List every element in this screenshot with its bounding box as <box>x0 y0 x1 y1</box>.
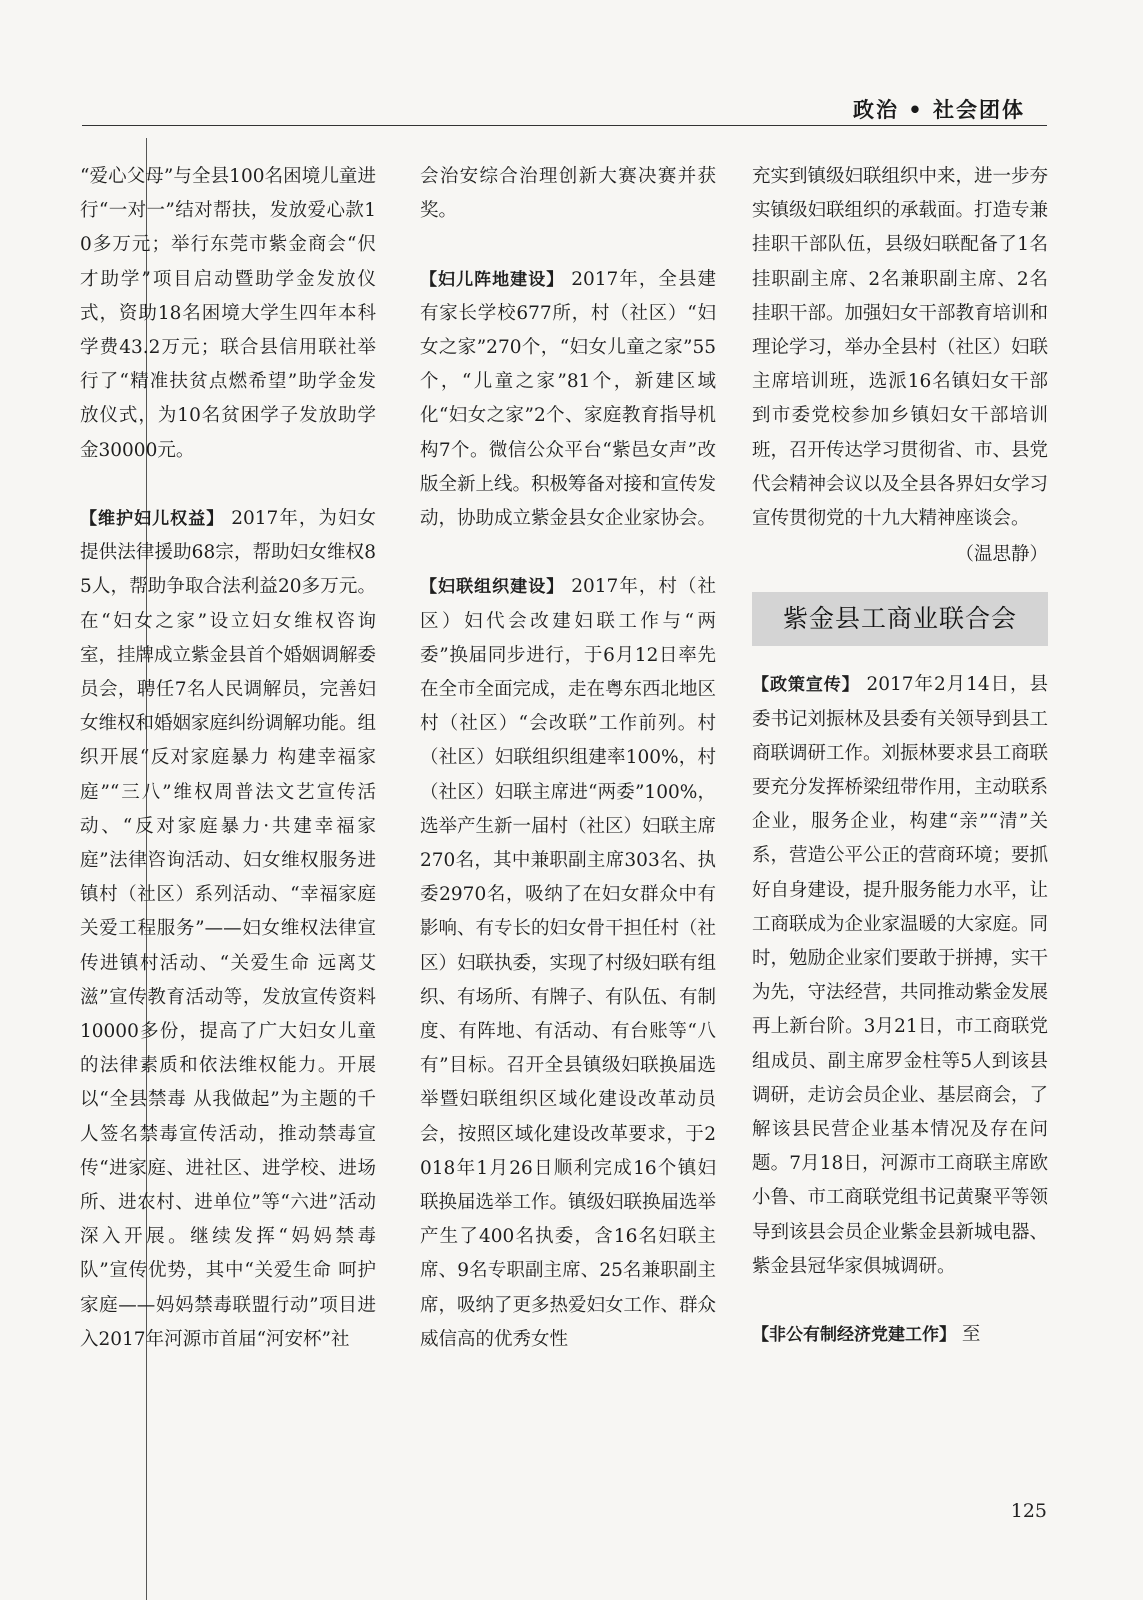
paragraph <box>80 502 376 1357</box>
header-rule <box>82 125 1047 126</box>
paragraph-body: 2017年，为妇女提供法律援助68宗，帮助妇女维权85人，帮助争取合法利益20多万元。在“妇女之家”设立妇女维权咨询室，挂牌成立紫金县首个婚姻调解委员会，聘任7名人民调解员，完善妇女维权和婚姻家庭纠纷调解功能。组织开展“反对家庭暴力 构建幸福家庭”“三八”维权周普法文艺宣传活动、“反对家庭暴力·共建幸福家庭”法律咨询活动、妇女维权服务进镇村（社区）系列活动、“幸福家庭关爱工程服务”——妇女维权法律宣传进镇村活动、“关爱生命 远离艾滋”宣传教育活动等，发放宣传资料10000多份，提高了广大妇女儿童的法律素质和依法维权能力。开展以“全县禁毒 从我做起”为主题的千人签名禁毒宣传活动，推动禁毒宣传“进家庭、进社区、进学校、进场所、进农村、进单位”等“六进”活动深入开展。继续发挥“妈妈禁毒队”宣传优势，其中“关爱生命 呵护家庭——妈妈禁毒联盟行动”项目进入2017年河源市首届“河安杯”社 <box>80 508 377 1350</box>
paragraph: “爱心父母”与全县100名困境儿童进行“一对一”结对帮扶，发放爱心款10多万元；举行东莞市紫金商会“伬才助学”项目启动暨助学金发放仪式，资助18名困境大学生四年本科学费43.2万元；联合县信用联社举行了“精准扶贫点燃希望”助学金发放仪式，为10名贫困学子发放助学金30000元。 <box>80 166 376 461</box>
text-column-1 <box>80 160 376 1357</box>
running-header: 政治 • 社会团体 <box>852 98 1025 122</box>
section-heading: 【非公有制经济党建工作】 <box>752 1325 956 1346</box>
paragraph <box>420 263 716 537</box>
paragraph <box>752 668 1048 1284</box>
author-credit: （温思静） <box>955 544 1048 566</box>
paragraph <box>420 570 716 1357</box>
page-number: 125 <box>1010 1500 1047 1522</box>
paragraph: 充实到镇级妇联组织中来，进一步夯实镇级妇联组织的承载面。打造专兼挂职干部队伍，县级妇联配备了1名挂职副主席、2名兼职副主席、2名挂职干部。加强妇女干部教育培训和理论学习，举办全县村（社区）妇联主席培训班，选派16名镇妇女干部到市委党校参加乡镇妇女干部培训班，召开传达学习贯彻省、市、县党代会精神会议以及全县各界妇女学习宣传贯彻党的十九大精神座谈会。 <box>752 166 1049 530</box>
section-heading: 【政策宣传】 <box>752 675 860 696</box>
section-heading: 【维护妇儿权益】 <box>80 509 225 530</box>
section-heading: 【妇联组织建设】 <box>420 577 565 598</box>
text-column-2 <box>420 160 716 1357</box>
paragraph-body: 2017年2月14日，县委书记刘振林及县委有关领导到县工商联调研工作。刘振林要求县工商联要充分发挥桥梁纽带作用，主动联系企业，服务企业，构建“亲”“清”关系，营造公平公正的营商环境；要抓好自身建设，提升服务能力水平，让工商联成为企业家温暖的大家庭。同时，勉励企业家们要敢于拼搏，实干为先，守法经营，共同推动紫金发展再上新台阶。3月21日，市工商联党组成员、副主席罗金柱等5人到该县调研，走访会员企业、基层商会，了解该县民营企业基本情况及存在问题。7月18日，河源市工商联主席欧小鲁、市工商联党组书记黄聚平等领导到该县会员企业紫金县新城电器、紫金县冠华家俱城调研。 <box>752 674 1049 1277</box>
paragraph-body: 至 <box>961 1324 981 1346</box>
text-column-3 <box>752 160 1048 1352</box>
paragraph-body: 2017年，全县建有家长学校677所，村（社区）“妇女之家”270个，“妇女儿童之家”55个，“儿童之家”81个，新建区域化“妇女之家”2个、家庭教育指导机构7个。微信公众平台“紫邑女声”改版全新上线。积极筹备对接和宣传发动，协助成立紫金县女企业家协会。 <box>420 268 717 530</box>
paragraph: 会治安综合治理创新大赛决赛并获奖。 <box>420 166 716 222</box>
section-heading: 【妇儿阵地建设】 <box>420 269 565 290</box>
paragraph-body: 2017年，村（社区）妇代会改建妇联工作与“两委”换届同步进行，于6月12日率先在全市全面完成，走在粤东西北地区村（社区）“会改联”工作前列。村（社区）妇联组织组建率100%，村（社区）妇联主席进“两委”100%，选举产生新一届村（社区）妇联主席270名，其中兼职副主席303名、执委2970名，吸纳了在妇女群众中有影响、有专长的妇女骨干担任村（社区）妇联执委，实现了村级妇联有组织、有场所、有牌子、有队伍、有制度、有阵地、有活动、有台账等“八有”目标。召开全县镇级妇联换届选举暨妇联组织区域化建设改革动员会，按照区域化建设改革要求，于2018年1月26日顺利完成16个镇妇联换届选举工作。镇级妇联换届选举产生了400名执委，含16名妇联主席、9名专职副主席、25名兼职副主席，吸纳了更多热爱妇女工作、群众威信高的优秀女性 <box>420 576 717 1350</box>
paragraph <box>752 1318 1048 1352</box>
section-title-banner: 紫金县工商业联合会 <box>752 592 1048 646</box>
